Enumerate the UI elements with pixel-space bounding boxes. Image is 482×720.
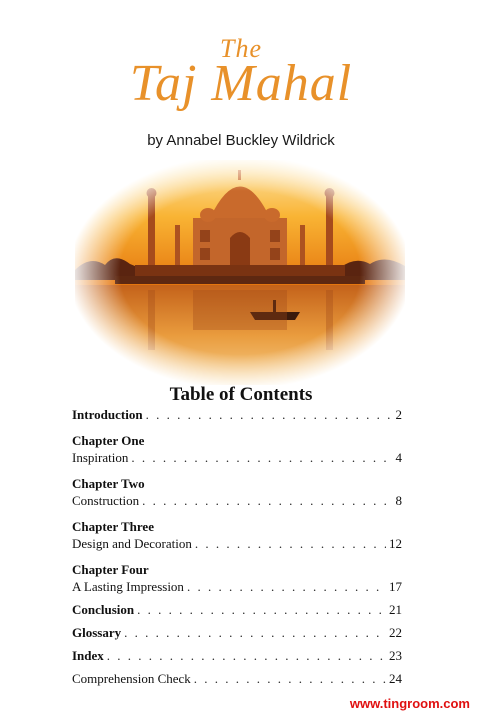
book-title-the: The xyxy=(220,34,262,63)
chapter-heading: Chapter Two xyxy=(72,476,145,491)
toc-entry-construction: Construction . . . 8 xyxy=(72,492,402,510)
toc-entry-design: Design and Decoration . . . 12 xyxy=(72,535,402,553)
book-title: Taj Mahal xyxy=(129,55,353,112)
chapter-heading: Chapter Three xyxy=(72,519,154,534)
toc-entry-lasting-impression: A Lasting Impression . . . 17 xyxy=(72,578,402,596)
toc-entry-conclusion: Conclusion . . . 21 xyxy=(72,601,402,619)
toc-entry-index: Index . . . 23 xyxy=(72,647,402,665)
book-author: by Annabel Buckley Wildrick xyxy=(147,132,335,149)
chapter-heading: Chapter One xyxy=(72,433,145,448)
toc-entry-glossary: Glossary . . . 22 xyxy=(72,624,402,642)
watermark: www.tingroom.com xyxy=(349,696,470,711)
table-of-contents xyxy=(72,406,402,688)
cover-photo-taj-mahal xyxy=(75,160,405,385)
toc-entry-comprehension-check: Comprehension Check . . . 24 xyxy=(72,670,402,688)
toc-entry-introduction: Introduction . . . 2 xyxy=(72,406,402,424)
toc-entry-inspiration: Inspiration . . . 4 xyxy=(72,449,402,467)
toc-heading: Table of Contents xyxy=(169,384,313,405)
chapter-heading: Chapter Four xyxy=(72,562,149,577)
